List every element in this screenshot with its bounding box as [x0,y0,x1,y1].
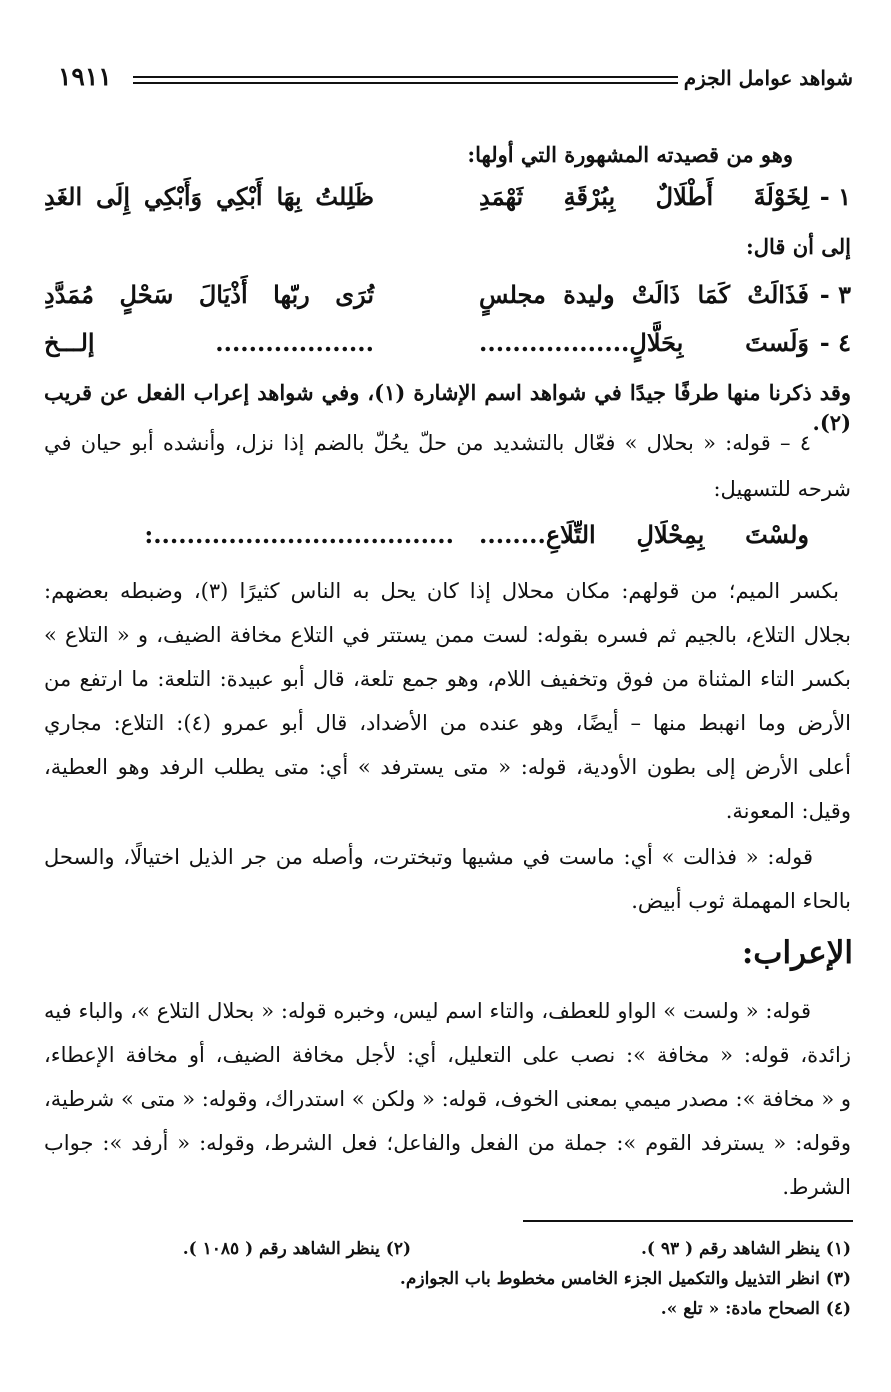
verse-hemistich-second: ظَلِلتُ بِهَا أَبْكِي وَأَبْكِي إِلَى الغَدِ [44,182,374,211]
paragraph-line: زائدة، قوله: « مخافة »: نصب على التعليل، أي: لأجل مخافة الضيف، أو مخافة الإعطاء، [44,1043,851,1067]
page-number: ١٩١١ [58,62,112,91]
paragraph-line: ٤ – قوله: « بحلال » فعّال بالتشديد من حلّ يحُلّ بالضم إذا نزل، وأنشده أبو حيان في [44,431,811,455]
footnote-2: (٢) ينظر الشاهد رقم ( ١٠٨٥ ). [182,1239,411,1259]
paragraph-line: قوله: « ولست » الواو للعطف، والتاء اسم ليس، وخبره قوله: « بحلال التلاع »، والباء فيه [44,999,811,1023]
running-header [58,62,853,102]
verse-hemistich-second: ................... إلـــخ [44,328,374,357]
verse-number: ١ - [819,182,851,211]
verse-hemistich-second: ....................................: [144,520,454,549]
paragraph-line: بالحاء المهملة ثوب أبيض. [631,889,851,913]
paragraph-line: بكسر التاء المثناة من فوق وتخفيف اللام، وهو جمع تلعة، قال أبو عبيدة: التلعة: ما ارتفع من [44,667,851,691]
verse-hemistich-first: فَذَالَتْ كَمَا ذَالَتْ وليدة مجلسٍ [479,280,809,309]
verse-hemistich-first: لِخَوْلَةَ أَطْلَالٌ بِبُرْقَةِ ثَهْمَدِ [479,182,809,211]
footnote-4: (٤) الصحاح مادة: « تلع ». [660,1299,851,1319]
paragraph-line: الشرط. [782,1175,851,1199]
running-title: شواهد عوامل الجزم [683,66,853,90]
verse-hemistich-first: ولسْتَ بِمِحْلَالِ التِّلَاعِ........ [479,520,809,549]
footnote-3: (٣) انظر التذييل والتكميل الجزء الخامس مخطوط باب الجوازم. [399,1269,851,1289]
verse-3 [44,278,851,314]
paragraph-line: وقوله: « يسترفد القوم »: جملة من الفعل والفاعل؛ فعل الشرط، وقوله: « أرفد »: جواب [44,1131,851,1155]
intro-line: وهو من قصيدته المشهورة التي أولها: [467,142,793,167]
paragraph-line: وقد ذكرنا منها طرفًا جيدًا في شواهد اسم الإشارة (١)، وفي شواهد إعراب الفعل عن قريب (٢). [44,380,852,435]
section-heading-irab: الإعراب: [741,935,853,971]
paragraph-line: و « مخافة »: مصدر ميمي بمعنى الخوف، قوله: « ولكن » استدراك، وقوله: « متى » شرطية، [44,1087,851,1111]
paragraph-line: بجلال التلاع، بالجيم ثم فسره بقوله: لست ممن يستتر في التلاع مخافة الضيف، و « التلاع » [44,623,851,647]
paragraph-line: وقيل: المعونة. [725,799,851,823]
verse-number: ٣ - [819,280,851,309]
verse-hemistich-second: تُرَى ربّها أَذْيَالَ سَحْلٍ مُمَدَّدِ [44,280,374,309]
verse-hemistich-first: وَلَستَ بِحَلَّالٍ.................. [479,328,809,357]
paragraph-line: الأرض وما انهبط منها – أيضًا، وهو عنده من الأضداد، قال أبو عمرو (٤): التلاع: مجاري [44,711,852,735]
transition-line: إلى أن قال: [745,234,851,259]
verse-number: ٤ - [819,328,851,357]
verse-quote [44,518,851,554]
footnote-1: (١) ينظر الشاهد رقم ( ٩٣ ). [641,1239,851,1259]
paragraph-line: أعلى الأرض إلى بطون الأودية، قوله: « متى يسترفد » أي: متى يطلب الرفد وهو العطية، [44,755,851,779]
paragraph-line: قوله: « فذالت » أي: ماست في مشيها وتبخترت، وأصله من جر الذيل اختيالًا، والسحل [44,845,813,869]
header-double-rule [133,76,678,84]
paragraph-line: شرحه للتسهيل: [713,477,851,501]
verse-4 [44,326,851,362]
footnote-rule [523,1220,853,1222]
paragraph-line: بكسر الميم؛ من قولهم: مكان محلال إذا كان يحل به الناس كثيرًا (٣)، وضبطه بعضهم: [44,579,839,603]
verse-1 [44,180,851,216]
